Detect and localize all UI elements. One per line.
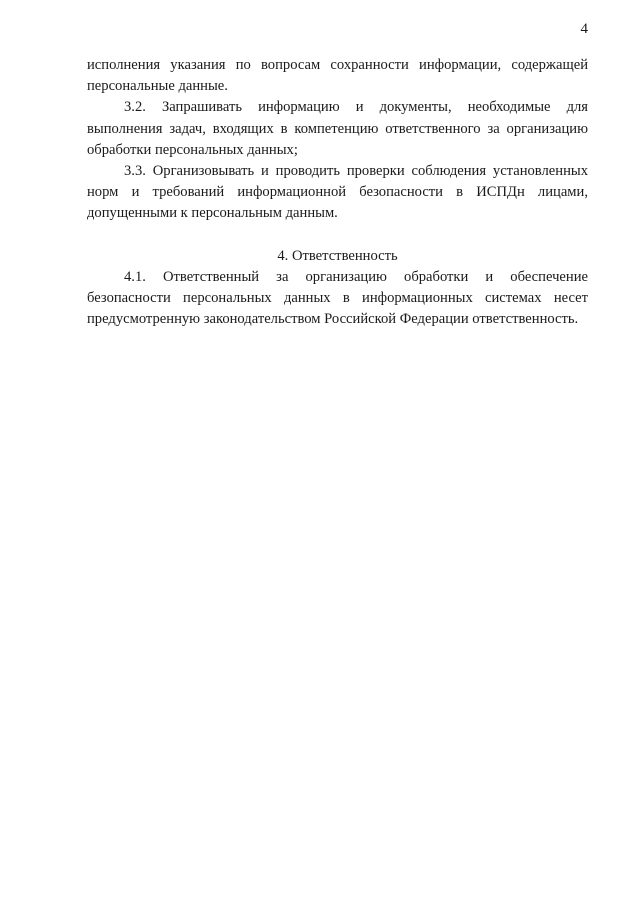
clause-3-2: 3.2. Запрашивать информацию и документы, необходимые для выполнения задач, входящих в компетенцию ответственного за организацию обработки персональных данных; xyxy=(87,99,588,158)
page-number: 4 xyxy=(580,21,588,37)
section-3-continued-text: исполнения указания по вопросам сохранности информации, содержащей персональные данные. xyxy=(87,57,588,95)
clause-3-3: 3.3. Организовывать и проводить проверки соблюдения установленных норм и требований информационной безопасности в ИСПДн лицами, допущенными к персональным данным. xyxy=(87,163,588,222)
document-body xyxy=(87,55,588,330)
section-4-heading: 4. Ответственность xyxy=(277,247,398,264)
clause-4-1: 4.1. Ответственный за организацию обработки и обеспечение безопасности персональных данных в информационных системах несет предусмотренную законодательством Российской Федерации ответственность. xyxy=(87,268,588,328)
